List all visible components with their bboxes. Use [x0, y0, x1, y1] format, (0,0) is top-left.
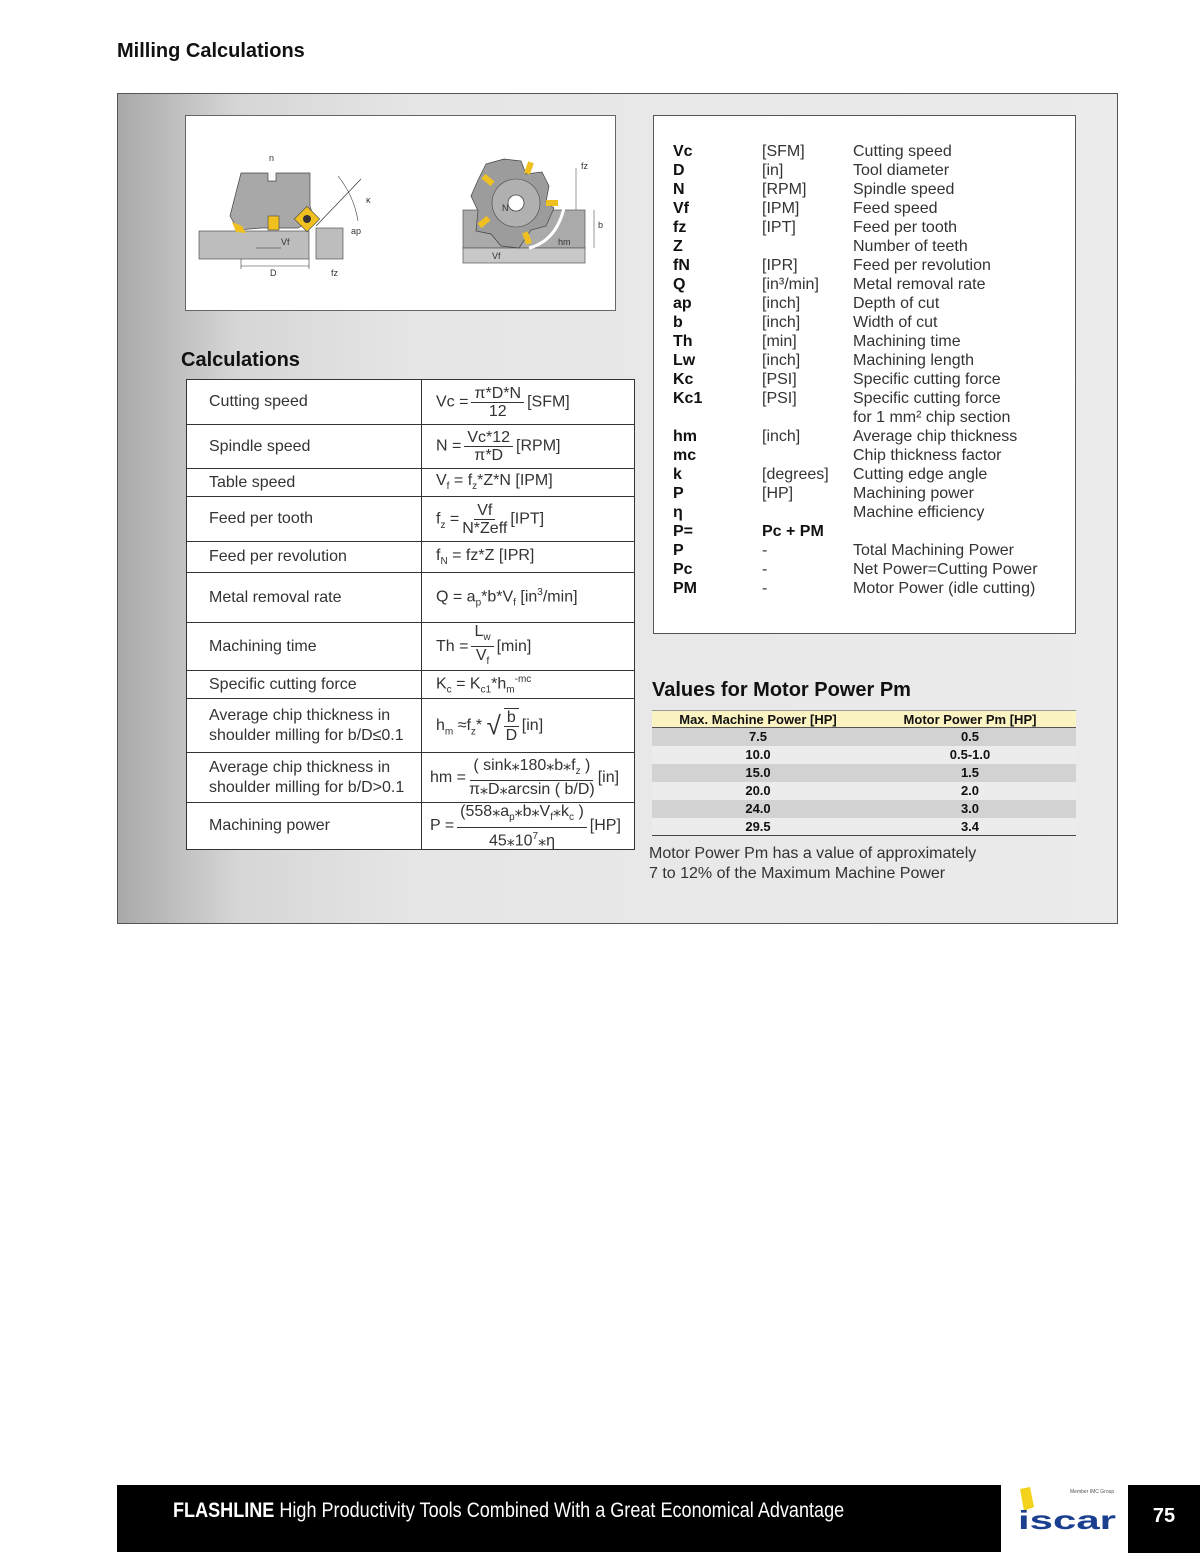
table-row [652, 746, 1076, 764]
table-row [187, 425, 635, 469]
legend-desc: for 1 mm² chip section [853, 409, 1011, 426]
symbol-legend [653, 115, 1076, 634]
legend-unit: [inch] [762, 352, 801, 369]
legend-desc: Machining time [853, 333, 961, 350]
label-hm: hm [558, 237, 571, 247]
calculations-table [186, 379, 635, 850]
legend-unit: - [762, 542, 768, 559]
legend-desc: Cutting edge angle [853, 466, 988, 483]
iscar-logo [1012, 1485, 1122, 1545]
legend-desc: Metal removal rate [853, 276, 986, 293]
legend-row [673, 199, 1073, 218]
legend-sym: hm [673, 428, 697, 445]
table-row [187, 699, 635, 753]
legend-sym: Q [673, 276, 686, 293]
legend-desc: Specific cutting force [853, 390, 1001, 407]
footer-brand: FLASHLINE [173, 1499, 275, 1522]
page-number: 75 [1128, 1485, 1200, 1553]
table-row [187, 573, 635, 623]
legend-desc: Motor Power (idle cutting) [853, 580, 1036, 597]
legend-row [673, 370, 1073, 389]
calculations-heading: Calculations [181, 349, 300, 371]
legend-sym: fz [673, 219, 687, 236]
formula: N = $\frac{Vc*12}{\pi*D}$ [RPM] [422, 425, 635, 469]
legend-desc: Feed speed [853, 200, 938, 217]
legend-sym: Kc [673, 371, 694, 388]
table-cell: 10.0 [745, 747, 771, 762]
formula-label: Average chip thickness in shoulder milling for b/D≤0.1 [187, 699, 422, 753]
table-cell: 0.5-1.0 [949, 747, 991, 762]
table-cell: 15.0 [745, 765, 771, 780]
legend-unit: - [762, 580, 768, 597]
legend-row [673, 408, 1073, 427]
table-row [187, 803, 635, 850]
legend-desc: Average chip thickness [853, 428, 1018, 445]
formula-label: Specific cutting force [187, 671, 422, 699]
legend-sym: Kc1 [673, 390, 703, 407]
legend-unit: [RPM] [762, 181, 807, 198]
label-fz: fz [331, 268, 339, 278]
formula: $f_N = fz*Z$ [IPR] [422, 542, 635, 573]
legend-sym: fN [673, 257, 690, 274]
table-row [187, 623, 635, 671]
legend-row [673, 465, 1073, 484]
legend-unit: [IPT] [762, 219, 796, 236]
table-cell: 29.5 [745, 819, 771, 834]
legend-unit: [PSI] [762, 390, 797, 407]
formula: $f_z$ = Vf N*Zeff [IPT] [422, 497, 635, 542]
footer-tagline: High Productivity Tools Combined With a Great Economical Advantage [274, 1499, 845, 1522]
legend-unit: [IPR] [762, 257, 798, 274]
legend-unit: [IPM] [762, 200, 800, 217]
table-cell: 20.0 [745, 783, 771, 798]
legend-sym: k [673, 466, 682, 483]
table-row [187, 497, 635, 542]
legend-row [673, 541, 1073, 560]
legend-row [673, 142, 1073, 161]
label-fz-side: fz [581, 161, 589, 171]
legend-unit: [degrees] [762, 466, 829, 483]
label-vf: Vf [281, 237, 290, 247]
table-cell: 24.0 [745, 801, 771, 816]
formula-label: Feed per revolution [187, 542, 422, 573]
legend-row [673, 522, 1073, 541]
legend-sym: Pc [673, 561, 693, 578]
legend-row [673, 389, 1073, 408]
table-row [187, 469, 635, 497]
table-row [187, 671, 635, 699]
legend-unit: [HP] [762, 485, 794, 502]
legend-unit: [in³/min] [762, 276, 819, 293]
legend-desc: Machining length [853, 352, 974, 369]
legend-sym: b [673, 314, 683, 331]
label-n: n [269, 153, 275, 163]
legend-desc: Cutting speed [853, 143, 952, 160]
legend-desc: Depth of cut [853, 295, 940, 312]
label-vf-side: Vf [492, 251, 501, 261]
legend-unit: [inch] [762, 428, 801, 445]
label-kappa: κ [366, 195, 371, 205]
legend-desc: Feed per tooth [853, 219, 958, 236]
legend-sym: η [673, 504, 683, 521]
footer-banner [117, 1485, 1001, 1552]
formula: $h_m \approx f_z*$ √ $\frac{b}{D}$ [in] [422, 699, 635, 753]
legend-desc: Machine efficiency [853, 504, 985, 521]
table-row [652, 782, 1076, 800]
table-cell: 3.4 [960, 819, 980, 834]
legend-desc: Feed per revolution [853, 257, 991, 274]
legend-sym: PM [673, 580, 697, 597]
legend-desc: Width of cut [853, 314, 938, 331]
formula-label: Machining time [187, 623, 422, 671]
table-header [652, 710, 1076, 728]
legend-sym: N [673, 181, 685, 198]
legend-desc: Number of teeth [853, 238, 968, 255]
legend-row [673, 218, 1073, 237]
formula-label: Metal removal rate [187, 573, 422, 623]
table-row [652, 818, 1076, 836]
table-cell: 0.5 [960, 729, 980, 744]
table-row [652, 764, 1076, 782]
formula: $K_c = K_{c1}*h_m^{-mc}$ [422, 671, 635, 699]
legend-sym: Lw [673, 352, 696, 369]
legend-sym: P= [673, 523, 694, 540]
legend-row [673, 351, 1073, 370]
legend-sym: Vc [673, 143, 693, 160]
svg-text:iscar: iscar [1018, 1505, 1116, 1535]
legend-row [673, 275, 1073, 294]
formula-label: Spindle speed [187, 425, 422, 469]
legend-unit: Pc + PM [762, 523, 824, 540]
formula-label: Table speed [187, 469, 422, 497]
column-header: Max. Machine Power [HP] [679, 712, 837, 727]
legend-sym: mc [673, 447, 697, 464]
legend-desc: Total Machining Power [853, 542, 1014, 559]
legend-desc: Tool diameter [853, 162, 950, 179]
legend-sym: P [673, 485, 684, 502]
legend-desc: Machining power [853, 485, 974, 502]
legend-row [673, 560, 1073, 579]
table-cell: 7.5 [748, 729, 768, 744]
legend-row [673, 484, 1073, 503]
label-ap: ap [351, 226, 362, 236]
page-title: Milling Calculations [117, 40, 305, 62]
legend-unit: [inch] [762, 295, 801, 312]
milling-illustration [185, 115, 616, 311]
legend-sym: ap [673, 295, 692, 312]
legend-sym: D [673, 162, 685, 179]
legend-row [673, 579, 1073, 598]
legend-unit: [min] [762, 333, 797, 350]
legend-row [673, 332, 1073, 351]
legend-unit: [in] [762, 162, 784, 179]
legend-unit: [PSI] [762, 371, 797, 388]
legend-desc: Spindle speed [853, 181, 955, 198]
motor-power-note [649, 844, 976, 884]
legend-sym: Z [673, 238, 683, 255]
motor-power-heading: Values for Motor Power Pm [652, 679, 911, 701]
legend-sym: Th [673, 333, 693, 350]
formula: hm = $\frac{( \sin k⁎180⁎b⁎f_z )}{\pi⁎D⁎\arcsin ( b/D)}$ [in] [422, 753, 635, 803]
legend-row [673, 313, 1073, 332]
table-cell: 2.0 [960, 783, 980, 798]
note-line: Motor Power Pm has a value of approximately [649, 845, 977, 862]
table-cell: 3.0 [960, 801, 980, 816]
legend-sym: Vf [673, 200, 689, 217]
svg-text:Member IMC Group: Member IMC Group [1070, 1489, 1115, 1495]
table-cell: 1.5 [960, 765, 980, 780]
legend-sym: P [673, 542, 684, 559]
motor-power-table [652, 710, 1076, 836]
formula-label: Cutting speed [187, 380, 422, 425]
table-row [187, 753, 635, 803]
label-n-side: N [502, 203, 509, 213]
legend-row [673, 180, 1073, 199]
formula: P = $\frac{(558⁎a_p⁎b⁎V_f⁎k_c )}{45⁎10^7⁎\eta}$ [HP] [422, 803, 635, 850]
table-row [652, 800, 1076, 818]
legend-row [673, 446, 1073, 465]
legend-desc: Net Power=Cutting Power [853, 561, 1038, 578]
legend-desc: Specific cutting force [853, 371, 1001, 388]
formula-label: Feed per tooth [187, 497, 422, 542]
legend-unit: - [762, 561, 768, 578]
legend-unit: [SFM] [762, 143, 805, 160]
legend-row [673, 256, 1073, 275]
legend-row [673, 503, 1073, 522]
label-d: D [270, 268, 277, 278]
table-row [187, 542, 635, 573]
legend-row [673, 294, 1073, 313]
table-row [652, 728, 1076, 746]
formula: Th = $\frac{L_w}{V_f}$ [min] [422, 623, 635, 671]
formula-label: Machining power [187, 803, 422, 850]
formula: $Q = a_p*b*V_f$ $[in^3/\min]$ [422, 573, 635, 623]
legend-row [673, 161, 1073, 180]
legend-row [673, 427, 1073, 446]
legend-row [673, 237, 1073, 256]
legend-desc: Chip thickness factor [853, 447, 1002, 464]
formula-label: Average chip thickness in shoulder milling for b/D>0.1 [187, 753, 422, 803]
note-line: 7 to 12% of the Maximum Machine Power [649, 865, 946, 882]
legend-unit: [inch] [762, 314, 801, 331]
formula: $V_f = f_z*Z*N$ [IPM] [422, 469, 635, 497]
column-header: Motor Power Pm [HP] [903, 712, 1037, 727]
table-row [187, 380, 635, 425]
label-b: b [598, 220, 604, 230]
formula: Vc = $\frac{\pi*D*N}{12}$ [SFM] [422, 380, 635, 425]
